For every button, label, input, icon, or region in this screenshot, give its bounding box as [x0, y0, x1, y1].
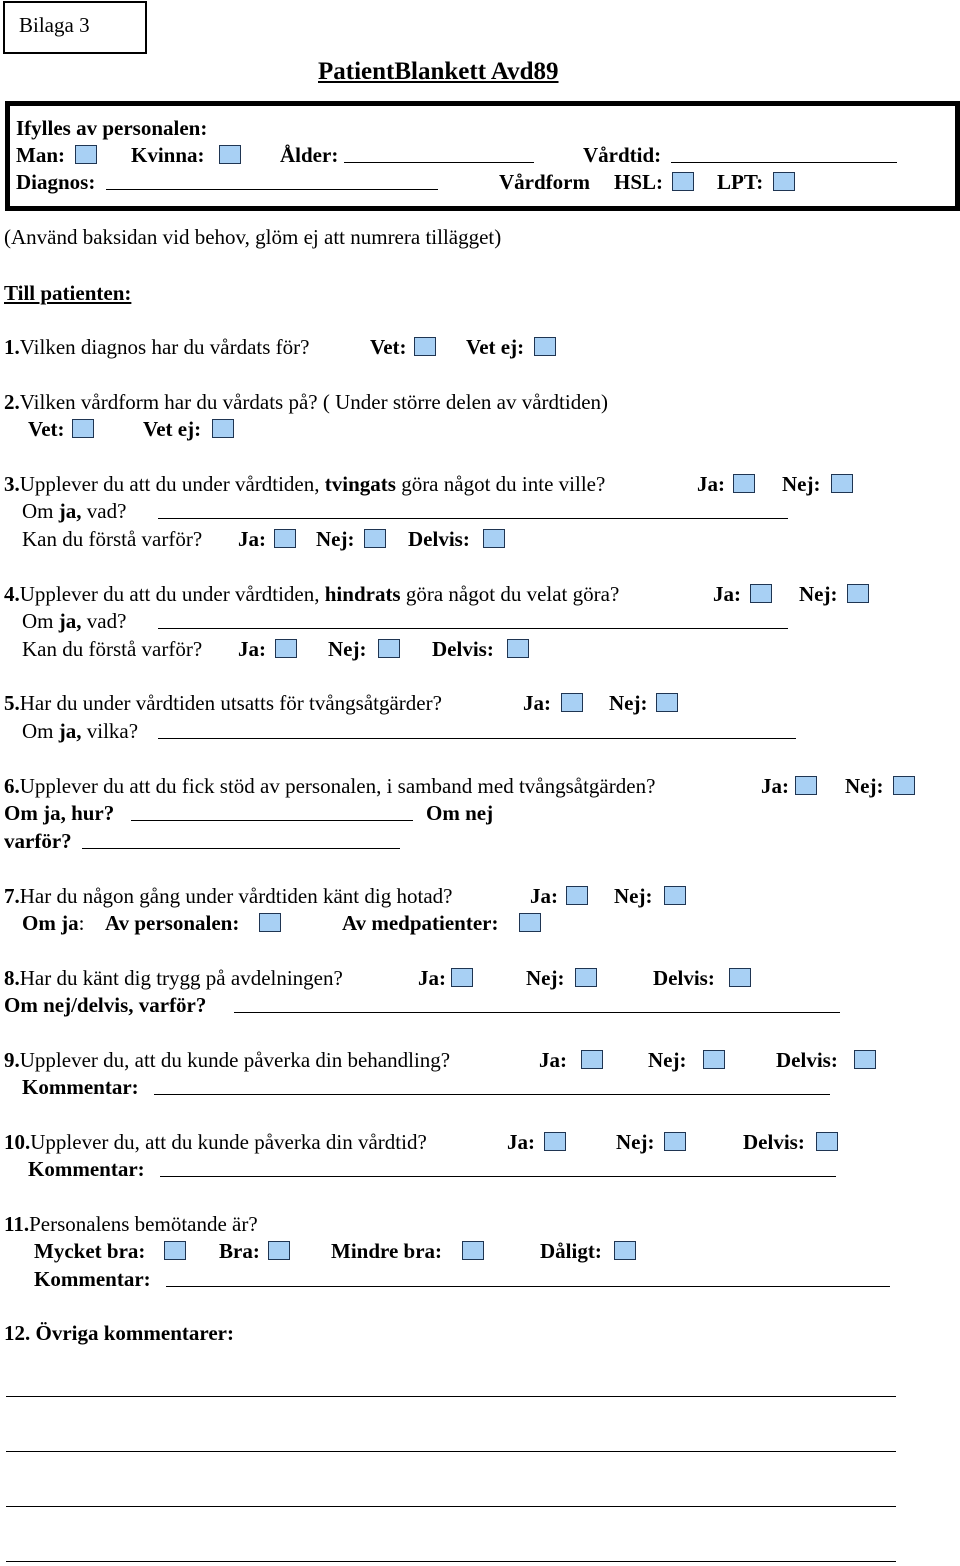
q4-number: 4.: [4, 582, 20, 606]
q3-vad-field[interactable]: [158, 518, 788, 519]
q3-ja-label: Ja:: [697, 472, 725, 496]
q7-av-personalen-checkbox[interactable]: [259, 913, 281, 932]
q7-text: Har du någon gång under vårdtiden känt dig hotad?: [19, 884, 453, 908]
q7-nej-label: Nej:: [614, 884, 653, 908]
q8-ja-checkbox[interactable]: [451, 968, 473, 987]
q8-text: Har du känt dig trygg på avdelningen?: [19, 966, 343, 990]
q9-nej-label: Nej:: [648, 1048, 687, 1072]
q3-om-ja-bold: ja,: [58, 499, 82, 523]
q12-line-4[interactable]: [6, 1561, 896, 1562]
q9-nej-checkbox[interactable]: [703, 1050, 725, 1069]
q4-text-bold: hindrats: [324, 582, 401, 606]
q11-mindre-bra-label: Mindre bra:: [331, 1239, 443, 1263]
q6-ja-label: Ja:: [761, 774, 789, 798]
q3-ja-checkbox[interactable]: [733, 474, 755, 493]
q9-ja-label: Ja:: [539, 1048, 567, 1072]
question-3: [4, 471, 605, 497]
vardtid-label: Vårdtid:: [583, 143, 662, 167]
question-1: [4, 334, 309, 360]
q4-text-pre: Upplever du att du under vårdtiden,: [19, 582, 325, 606]
q4-kan-nej-checkbox[interactable]: [378, 639, 400, 658]
q6-text: Upplever du att du fick stöd av personalen, i samband med tvångsåtgärden?: [19, 774, 656, 798]
q6-ja-checkbox[interactable]: [795, 776, 817, 795]
q2-vet-checkbox[interactable]: [72, 419, 94, 438]
q8-delvis-label: Delvis:: [653, 966, 715, 990]
q10-ja-checkbox[interactable]: [544, 1132, 566, 1151]
q3-kan-label: Kan du förstå varför?: [22, 527, 203, 551]
man-checkbox[interactable]: [75, 145, 97, 164]
question-9: [4, 1047, 450, 1073]
question-11: [4, 1211, 258, 1237]
q7-ja-label: Ja:: [530, 884, 558, 908]
q3-om-ja: [22, 498, 126, 524]
hsl-label: HSL:: [614, 170, 664, 194]
q6-om-nej: Om nej: [426, 801, 494, 825]
q9-kommentar-field[interactable]: [154, 1094, 830, 1095]
page-title: PatientBlankett Avd89: [318, 58, 559, 85]
staff-heading: Ifylles av personalen:: [16, 116, 208, 140]
q5-om-vilka: vilka?: [81, 719, 139, 743]
q8-nej-label: Nej:: [526, 966, 565, 990]
q3-delvis-checkbox[interactable]: [483, 529, 505, 548]
q6-hur-field[interactable]: [131, 820, 413, 821]
diagnos-field[interactable]: [106, 189, 438, 190]
man-label: Man:: [16, 143, 65, 167]
q3-kan-ja-label: Ja:: [238, 527, 266, 551]
question-6: [4, 773, 655, 799]
question-8: [4, 965, 343, 991]
instruction-text: (Använd baksidan vid behov, glöm ej att numrera tillägget): [4, 225, 502, 249]
q10-nej-checkbox[interactable]: [664, 1132, 686, 1151]
q5-om-text: Om: [22, 719, 59, 743]
q4-nej-checkbox[interactable]: [847, 584, 869, 603]
q4-vad-field[interactable]: [158, 628, 788, 629]
q10-delvis-checkbox[interactable]: [816, 1132, 838, 1151]
question-4: [4, 581, 619, 607]
q7-av-medpatienter-label: Av medpatienter:: [342, 911, 499, 935]
vardform-label: Vårdform: [499, 170, 590, 194]
q9-text: Upplever du, att du kunde påverka din behandling?: [19, 1048, 451, 1072]
q5-om-ja-bold: ja,: [58, 719, 82, 743]
q12-line-2[interactable]: [6, 1451, 896, 1452]
q3-kan-nej-label: Nej:: [316, 527, 355, 551]
q4-kan-ja-checkbox[interactable]: [275, 639, 297, 658]
q3-kan-nej-checkbox[interactable]: [364, 529, 386, 548]
q4-ja-label: Ja:: [713, 582, 741, 606]
q5-number: 5.: [4, 691, 20, 715]
q7-om-ja: [22, 910, 84, 936]
q11-number: 11.: [4, 1212, 30, 1236]
q9-number: 9.: [4, 1048, 20, 1072]
q3-number: 3.: [4, 472, 20, 496]
q3-delvis-label: Delvis:: [408, 527, 470, 551]
q4-om-text: Om: [22, 609, 59, 633]
q5-text: Har du under vårdtiden utsatts för tvångsåtgärder?: [19, 691, 442, 715]
q2-vet-ej-checkbox[interactable]: [212, 419, 234, 438]
q6-om-ja-hur: Om ja, hur?: [4, 801, 115, 825]
q1-text: Vilken diagnos har du vårdats för?: [19, 335, 310, 359]
q10-number: 10.: [4, 1130, 31, 1154]
q10-kommentar-field[interactable]: [160, 1176, 836, 1177]
q5-nej-label: Nej:: [609, 691, 648, 715]
kvinna-label: Kvinna:: [131, 143, 205, 167]
q12-label: 12. Övriga kommentarer:: [4, 1321, 234, 1345]
q7-av-medpatienter-checkbox[interactable]: [519, 913, 541, 932]
q7-nej-checkbox[interactable]: [664, 886, 686, 905]
diagnos-label: Diagnos:: [16, 170, 96, 194]
q4-text-post: göra något du velat göra?: [400, 582, 620, 606]
q4-nej-label: Nej:: [799, 582, 838, 606]
lpt-checkbox[interactable]: [773, 172, 795, 191]
q4-om-ja-bold: ja,: [58, 609, 82, 633]
q2-vet-label: Vet:: [28, 417, 65, 441]
q1-vet-ej-label: Vet ej:: [466, 335, 525, 359]
q4-om-vad: vad?: [81, 609, 127, 633]
q3-om-text: Om: [22, 499, 59, 523]
lpt-label: LPT:: [717, 170, 764, 194]
q7-colon: :: [78, 911, 85, 935]
question-7: [4, 883, 452, 909]
q4-kan-nej-label: Nej:: [328, 637, 367, 661]
q3-text-pre: Upplever du att du under vårdtiden,: [19, 472, 325, 496]
q8-number: 8.: [4, 966, 20, 990]
q10-kommentar-label: Kommentar:: [28, 1157, 145, 1181]
question-5: [4, 690, 442, 716]
alder-label: Ålder:: [280, 143, 339, 167]
q3-text-post: göra något du inte ville?: [395, 472, 606, 496]
q4-ja-checkbox[interactable]: [750, 584, 772, 603]
q9-delvis-label: Delvis:: [776, 1048, 838, 1072]
q10-delvis-label: Delvis:: [743, 1130, 805, 1154]
q3-nej-checkbox[interactable]: [831, 474, 853, 493]
q11-bra-checkbox[interactable]: [268, 1241, 290, 1260]
q6-nej-label: Nej:: [845, 774, 884, 798]
q11-mindre-bra-checkbox[interactable]: [462, 1241, 484, 1260]
q11-kommentar-field[interactable]: [166, 1286, 890, 1287]
q8-om-nej-delvis: Om nej/delvis, varför?: [4, 993, 207, 1017]
q11-daligt-checkbox[interactable]: [614, 1241, 636, 1260]
to-patient-heading: Till patienten:: [4, 281, 132, 305]
q9-ja-checkbox[interactable]: [581, 1050, 603, 1069]
q3-kan-ja-checkbox[interactable]: [274, 529, 296, 548]
q8-nej-checkbox[interactable]: [575, 968, 597, 987]
q6-number: 6.: [4, 774, 20, 798]
q12-line-3[interactable]: [6, 1506, 896, 1507]
q8-delvis-checkbox[interactable]: [729, 968, 751, 987]
q10-nej-label: Nej:: [616, 1130, 655, 1154]
vardtid-field[interactable]: [671, 162, 897, 163]
q2-number: 2.: [4, 390, 20, 414]
kvinna-checkbox[interactable]: [219, 145, 241, 164]
q7-av-personalen-label: Av personalen:: [105, 911, 240, 935]
q1-vet-label: Vet:: [370, 335, 407, 359]
q3-om-vad: vad?: [81, 499, 127, 523]
q4-delvis-checkbox[interactable]: [507, 639, 529, 658]
q2-text: Vilken vårdform har du vårdats på? ( Under större delen av vårdtiden): [19, 390, 609, 414]
q11-mycket-bra-label: Mycket bra:: [34, 1239, 146, 1263]
q11-mycket-bra-checkbox[interactable]: [164, 1241, 186, 1260]
q12-line-1[interactable]: [6, 1396, 896, 1397]
q7-om-ja-bold: Om ja: [22, 911, 79, 935]
alder-field[interactable]: [344, 162, 534, 163]
q1-vet-checkbox[interactable]: [414, 337, 436, 356]
q5-ja-label: Ja:: [523, 691, 551, 715]
q4-delvis-label: Delvis:: [432, 637, 494, 661]
q1-vet-ej-checkbox[interactable]: [534, 337, 556, 356]
q11-daligt-label: Dåligt:: [540, 1239, 602, 1263]
q9-kommentar-label: Kommentar:: [22, 1075, 139, 1099]
q5-ja-checkbox[interactable]: [561, 693, 583, 712]
q3-nej-label: Nej:: [782, 472, 821, 496]
q4-kan-ja-label: Ja:: [238, 637, 266, 661]
q4-om-ja: [22, 608, 126, 634]
q11-bra-label: Bra:: [219, 1239, 260, 1263]
question-10: [4, 1129, 427, 1155]
q6-varfor-field[interactable]: [82, 848, 400, 849]
q3-text-bold: tvingats: [324, 472, 396, 496]
q8-ja-label: Ja:: [418, 966, 446, 990]
q1-number: 1.: [4, 335, 20, 359]
q7-number: 7.: [4, 884, 20, 908]
q4-kan-label: Kan du förstå varför?: [22, 637, 203, 661]
q2-vet-ej-label: Vet ej:: [143, 417, 202, 441]
q11-kommentar-label: Kommentar:: [34, 1267, 151, 1291]
q8-varfor-field[interactable]: [234, 1012, 840, 1013]
q9-delvis-checkbox[interactable]: [854, 1050, 876, 1069]
q11-text: Personalens bemötande är?: [29, 1212, 258, 1236]
q6-nej-checkbox[interactable]: [893, 776, 915, 795]
q5-nej-checkbox[interactable]: [656, 693, 678, 712]
q5-vilka-field[interactable]: [158, 738, 796, 739]
q5-om-ja: [22, 718, 138, 744]
hsl-checkbox[interactable]: [672, 172, 694, 191]
question-2: [4, 389, 608, 415]
bilaga-label: Bilaga 3: [19, 13, 90, 37]
q7-ja-checkbox[interactable]: [566, 886, 588, 905]
q6-varfor: varför?: [4, 829, 72, 853]
q10-ja-label: Ja:: [507, 1130, 535, 1154]
q10-text: Upplever du, att du kunde påverka din vårdtid?: [30, 1130, 427, 1154]
